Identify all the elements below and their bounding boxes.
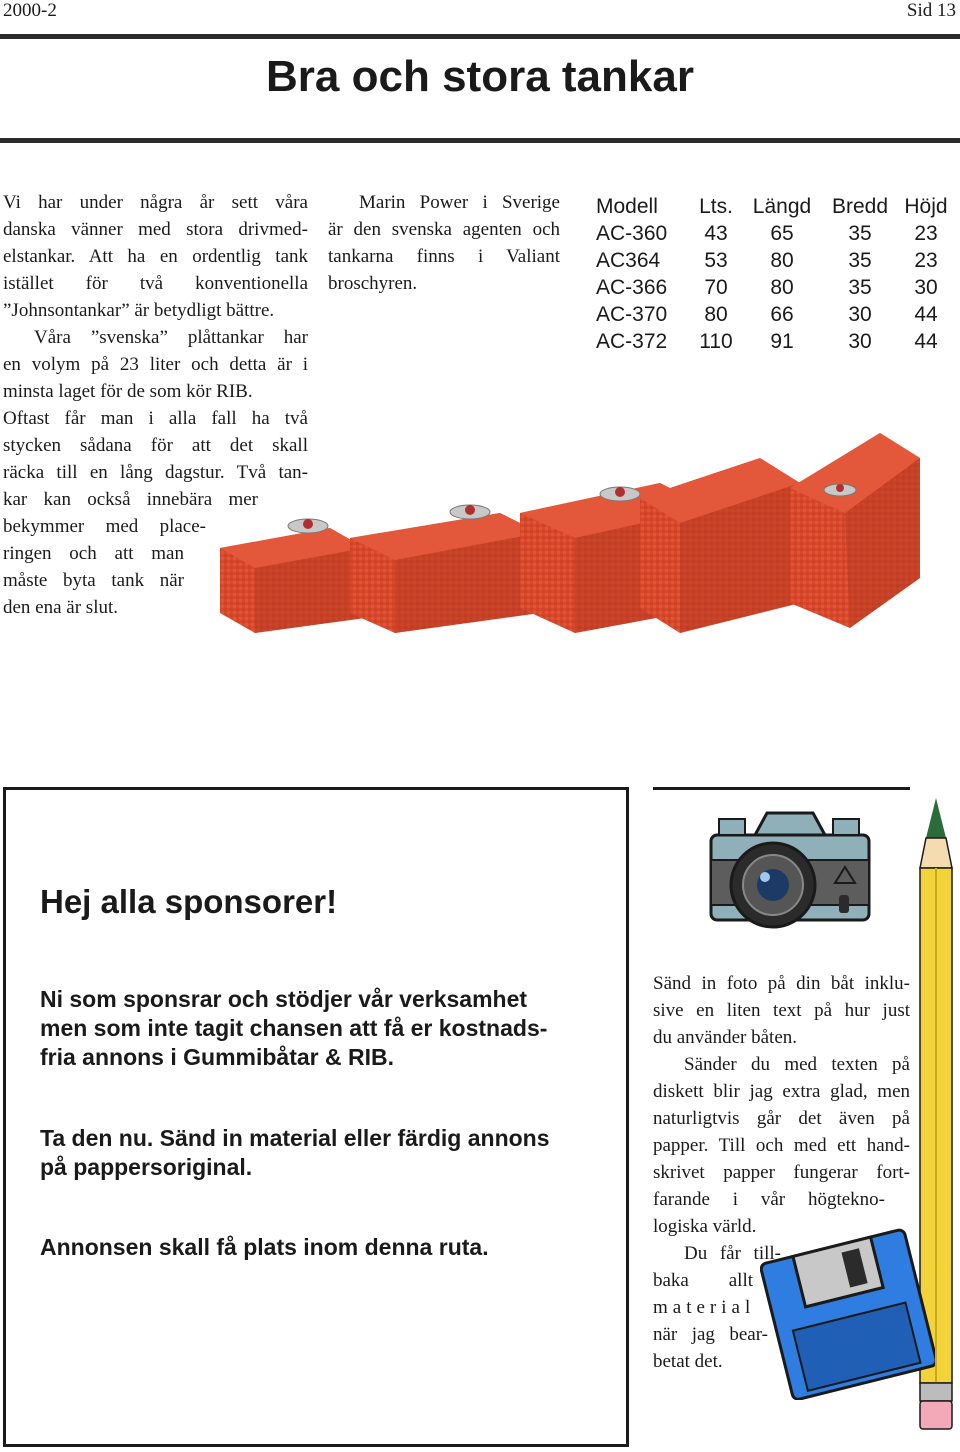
tank-ac-360 <box>220 519 365 633</box>
intro-line: måste byta tank när <box>3 570 184 591</box>
page-number: Sid 13 <box>906 0 956 21</box>
sponsor-line: på pappersoriginal. <box>40 1154 253 1180</box>
table-cell: 30 <box>848 302 872 326</box>
table-cell: 80 <box>770 275 794 299</box>
sponsor-line: fria annons i Gummibåtar & RIB. <box>40 1044 394 1070</box>
table-row <box>596 247 958 274</box>
table-cell: 65 <box>770 221 794 245</box>
photo-call-line: betat det. <box>653 1351 723 1372</box>
table-cell: 30 <box>848 329 872 353</box>
table-cell: AC-360 <box>596 221 668 245</box>
table-cell: 91 <box>770 329 794 353</box>
table-row <box>596 220 958 247</box>
note-line: tankarna finns i Valiant <box>328 246 560 267</box>
table-cell: 35 <box>848 221 872 245</box>
tank-spec-table <box>596 193 958 355</box>
column-header: Höjd <box>904 194 948 218</box>
photo-call-line: när jag bear- <box>653 1324 768 1345</box>
table-cell: 70 <box>704 275 728 299</box>
agent-note <box>328 189 560 297</box>
photo-call-line: material <box>653 1297 756 1318</box>
column-header: Bredd <box>831 194 889 218</box>
table-row <box>596 328 958 355</box>
table-cell: AC-366 <box>596 275 668 299</box>
table-cell: AC364 <box>596 248 661 272</box>
sponsor-line: Ta den nu. Sänd in material eller färdig annons <box>40 1125 550 1151</box>
note-line: är den svenska agenten och <box>328 219 560 240</box>
article-title: Bra och stora tankar <box>266 52 694 101</box>
table-cell: 23 <box>914 248 938 272</box>
table-cell: 110 <box>699 329 733 353</box>
intro-line: räcka till en lång dagstur. Två tan- <box>3 462 308 483</box>
sponsor-line: Ni som sponsrar och stödjer vår verksamhet <box>40 986 528 1012</box>
tank-ac-370 <box>640 458 800 633</box>
column-header: Längd <box>752 194 812 218</box>
photo-call-line: farande i vår högtekno- <box>653 1189 885 1210</box>
table-cell: 30 <box>914 275 938 299</box>
intro-line: den ena är slut. <box>3 597 119 618</box>
intro-line: danska vänner med stora drivmed- <box>3 219 308 240</box>
intro-line: stycken sådana för att det skall <box>3 435 308 456</box>
photo-call-line: papper. Till och med ett hand- <box>653 1135 910 1156</box>
photo-call-line: logiska värld. <box>653 1216 757 1237</box>
table-header-row <box>596 193 958 220</box>
intro-line: Våra ”svenska” plåttankar har <box>34 327 308 348</box>
table-cell: AC-372 <box>596 329 668 353</box>
intro-line: minsta laget för de som kör RIB. <box>3 381 253 402</box>
intro-line: ringen och att man <box>3 543 184 564</box>
table-row <box>596 274 958 301</box>
title-rule <box>0 138 960 143</box>
column-header: Modell <box>596 194 658 218</box>
note-line: broschyren. <box>328 273 418 294</box>
note-line: Marin Power i Sverige <box>359 192 560 213</box>
column-header: Lts. <box>699 194 733 218</box>
table-row <box>596 301 958 328</box>
intro-line: elstankar. Att ha en ordentlig tank <box>3 246 308 267</box>
intro-line: Vi har under några år sett våra <box>3 192 308 213</box>
sponsor-heading: Hej alla sponsorer! <box>40 883 338 920</box>
table-cell: 23 <box>914 221 938 245</box>
photo-call-line: skrivet papper fungerar fort- <box>653 1162 910 1183</box>
photo-call-line: baka allt <box>653 1270 753 1291</box>
table-cell: 53 <box>704 248 728 272</box>
sponsor-paragraph-3: Annonsen skall få plats inom denna ruta. <box>40 1234 489 1260</box>
intro-line: ”Johnsontankar” är betydligt bättre. <box>3 300 275 321</box>
table-cell: 43 <box>704 221 728 245</box>
table-cell: 35 <box>848 248 872 272</box>
intro-line: kar kan också innebära mer <box>3 489 258 510</box>
table-cell: 35 <box>848 275 872 299</box>
camera-icon <box>705 805 875 940</box>
tank-ac364 <box>350 505 540 633</box>
table-cell: 66 <box>770 302 794 326</box>
intro-line: en volym på 23 liter och detta är i <box>3 354 308 375</box>
photo-call-line: Sänder du med texten på <box>684 1054 910 1075</box>
photo-call-line: diskett blir jag extra glad, men <box>653 1081 910 1102</box>
table-cell: 44 <box>914 302 938 326</box>
photo-call-line: du använder båten. <box>653 1027 798 1048</box>
tank-ac-372 <box>790 433 920 628</box>
photo-call-line: sive en liten text på hur just <box>653 1000 910 1021</box>
photo-call-line: Du får till- <box>684 1243 781 1264</box>
intro-line: Oftast får man i alla fall ha två <box>3 408 308 429</box>
table-cell: 80 <box>770 248 794 272</box>
intro-line: bekymmer med place- <box>3 516 206 537</box>
floppy-disk-icon <box>760 1225 935 1400</box>
photo-call-rule <box>653 787 910 790</box>
photo-call-line: naturligtvis går det även på <box>653 1108 910 1129</box>
issue-number: 2000-2 <box>3 0 57 21</box>
fuel-tanks-photo <box>200 428 960 643</box>
top-rule <box>0 34 960 39</box>
table-cell: 80 <box>704 302 728 326</box>
intro-line: istället för två konventionella <box>3 273 308 294</box>
table-cell: AC-370 <box>596 302 668 326</box>
sponsor-line: men som inte tagit chansen att få er kostnads- <box>40 1015 548 1041</box>
photo-call-line: Sänd in foto på din båt inklu- <box>653 973 910 994</box>
table-cell: 44 <box>914 329 938 353</box>
